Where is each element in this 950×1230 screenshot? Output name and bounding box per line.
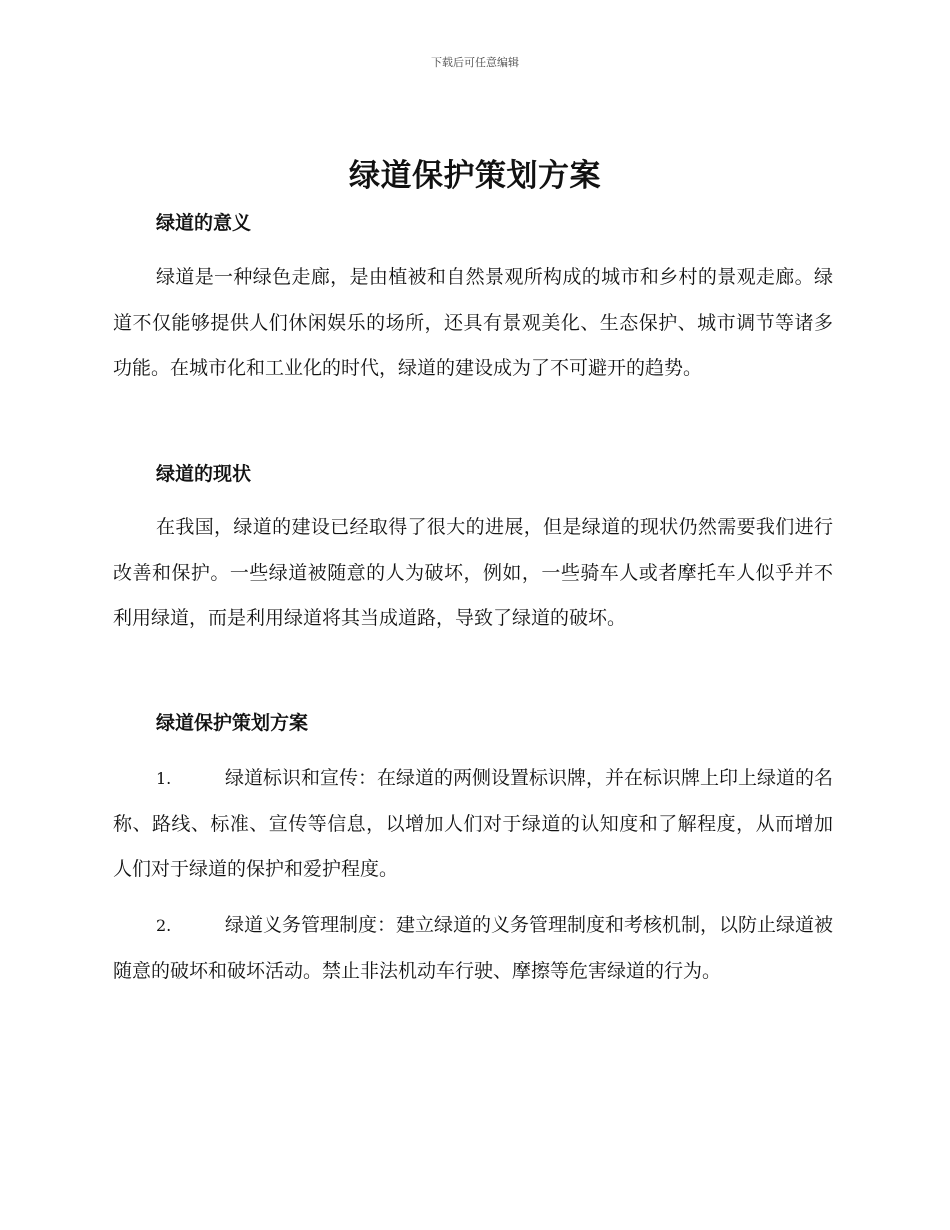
list-item [113, 903, 833, 994]
list-item-text: 绿道义务管理制度：建立绿道的义务管理制度和考核机制，以防止绿道被随意的破坏和破坏活动。禁止非法机动车行驶、摩擦等危害绿道的行为。 [113, 914, 834, 982]
list-item [113, 756, 833, 893]
section-heading-significance: 绿道的意义 [156, 212, 252, 234]
section-heading-plan: 绿道保护策划方案 [156, 712, 309, 734]
section-paragraph-significance: 绿道是一种绿色走廊，是由植被和自然景观所构成的城市和乡村的景观走廊。绿道不仅能够提供人们休闲娱乐的场所，还具有景观美化、生态保护、城市调节等诸多功能。在城市化和工业化的时代，绿道的建设成为了不可避开的趋势。 [113, 266, 833, 380]
section-heading-status: 绿道的现状 [156, 463, 252, 485]
list-item-number: 2. [156, 916, 172, 935]
document-title: 绿道保护策划方案 [349, 158, 601, 194]
list-item-number: 1. [156, 769, 172, 788]
list-item-text: 绿道标识和宣传：在绿道的两侧设置标识牌，并在标识牌上印上绿道的名称、路线、标准、宣传等信息，以增加人们对于绿道的认知度和了解程度，从而增加人们对于绿道的保护和爱护程度。 [113, 767, 834, 881]
page-header-note: 下载后可任意编辑 [431, 56, 519, 69]
section-paragraph-status: 在我国，绿道的建设已经取得了很大的进展，但是绿道的现状仍然需要我们进行改善和保护。一些绿道被随意的人为破坏，例如，一些骑车人或者摩托车人似乎并不利用绿道，而是利用绿道将其当成道路，导致了绿道的破坏。 [113, 516, 833, 630]
